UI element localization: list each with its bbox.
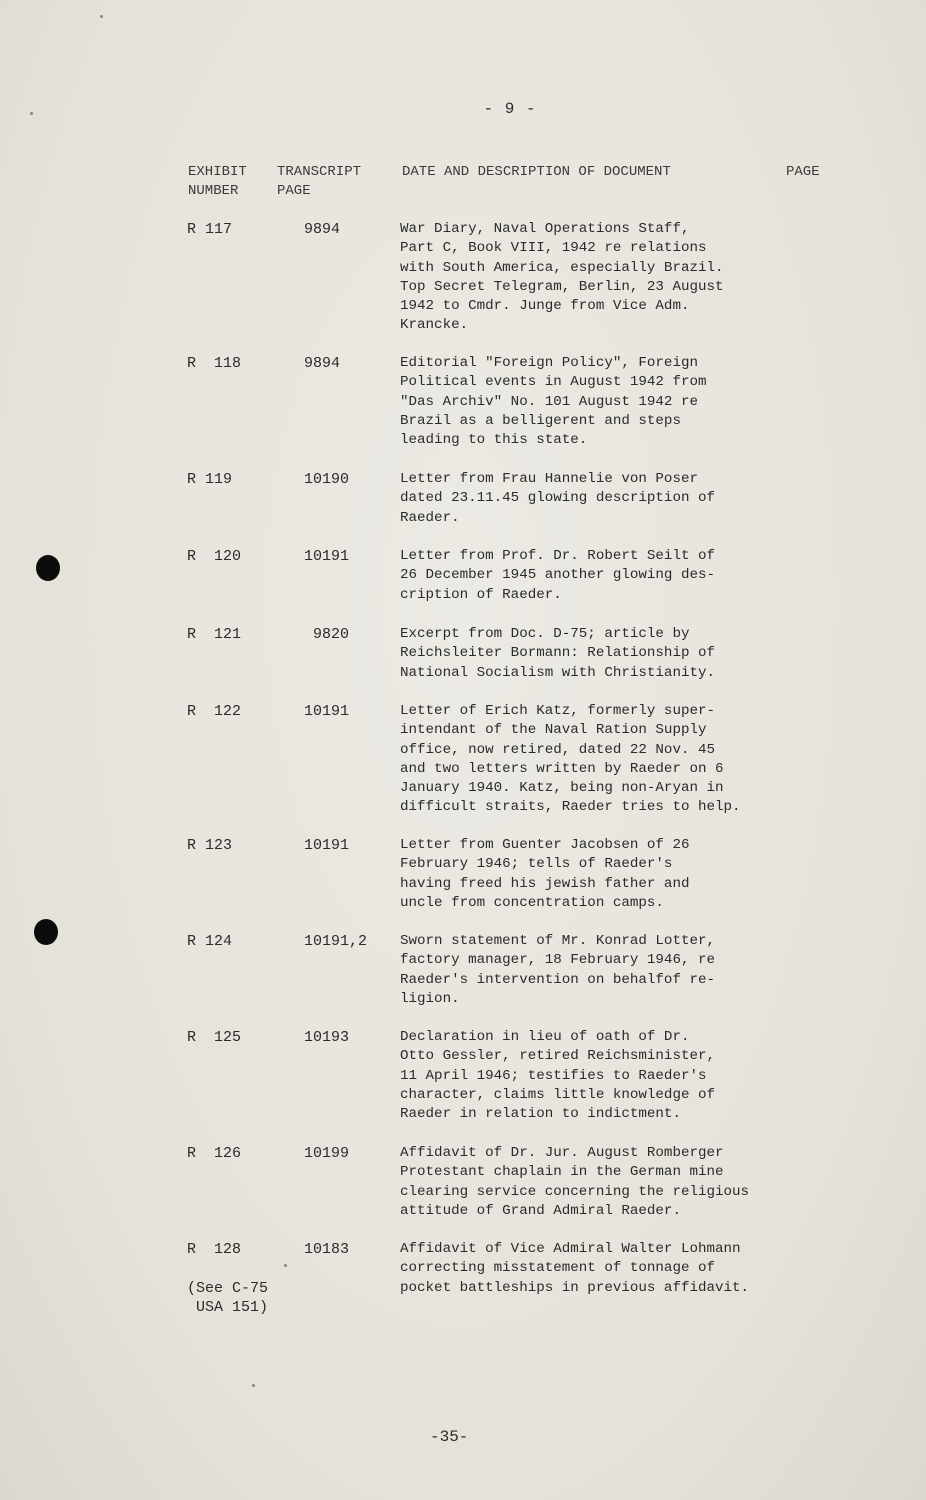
- exhibit-number: R 123: [187, 837, 233, 854]
- document-description: Excerpt from Doc. D-75; article by Reichsleiter Bormann: Relationship of National Socialism with Christianity.: [400, 626, 716, 681]
- page-number: - 9 -: [483, 100, 537, 118]
- document-description: Affidavit of Dr. Jur. August Romberger Protestant chaplain in the German mine clearing service concerning the religious attitude of Grand Admiral Raeder.: [400, 1145, 750, 1219]
- document-description: Affidavit of Vice Admiral Walter Lohmann correcting misstatement of tonnage of pocket battleships in previous affidavit.: [400, 1241, 750, 1296]
- header-description: DATE AND DESCRIPTION OF DOCUMENT: [402, 164, 671, 180]
- punch-hole: [34, 919, 58, 945]
- paper-speck: [100, 15, 103, 18]
- transcript-page: 10191: [304, 703, 350, 720]
- document-description: Sworn statement of Mr. Konrad Lotter, factory manager, 18 February 1946, re Raeder's intervention on behalfof re- ligion.: [400, 933, 716, 1007]
- header-transcript-line2: PAGE: [277, 183, 311, 199]
- paper-speck: [284, 1264, 287, 1267]
- document-description: Letter from Prof. Dr. Robert Seilt of 26 December 1945 another glowing des- cription of Raeder.: [400, 548, 716, 603]
- transcript-page: 10190: [304, 471, 350, 488]
- exhibit-number: R 125: [187, 1029, 242, 1046]
- exhibit-number: R 121: [187, 626, 242, 643]
- footer-page-number: -35-: [430, 1428, 469, 1446]
- exhibit-number: R 124: [187, 933, 233, 950]
- punch-hole: [36, 555, 60, 581]
- document-description: Letter from Frau Hannelie von Poser dated 23.11.45 glowing description of Raeder.: [400, 471, 716, 526]
- exhibit-number: R 122: [187, 703, 242, 720]
- header-exhibit-line1: EXHIBIT: [188, 164, 247, 180]
- transcript-page: 10193: [304, 1029, 350, 1046]
- transcript-page: 9894: [304, 355, 341, 372]
- transcript-page: 10199: [304, 1145, 350, 1162]
- exhibit-number: R 118: [187, 355, 242, 372]
- document-description: War Diary, Naval Operations Staff, Part C, Book VIII, 1942 re relations with South America, especially Brazil. Top Secret Telegram, Berlin, 23 August 1942 to Cmdr. Junge from Vice Adm. Krancke.: [400, 221, 724, 334]
- header-exhibit-line2: NUMBER: [188, 183, 239, 199]
- header-page: PAGE: [786, 164, 820, 180]
- exhibit-number: R 126: [187, 1145, 242, 1162]
- exhibit-number: R 117: [187, 221, 233, 238]
- exhibit-number: R 128 (See C-75 USA 151): [187, 1241, 269, 1316]
- transcript-page: 10191: [304, 548, 350, 565]
- transcript-page: 10191: [304, 837, 350, 854]
- exhibit-number: R 119: [187, 471, 233, 488]
- header-exhibit-number: [188, 163, 247, 201]
- document-description: Letter of Erich Katz, formerly super- intendant of the Naval Ration Supply office, now retired, dated 22 Nov. 45 and two letters written by Raeder on 6 January 1940. Katz, being non-Aryan in difficult straits, Raeder tries to help.: [400, 703, 741, 816]
- paper-speck: [30, 112, 33, 115]
- paper-speck: [252, 1384, 255, 1387]
- exhibit-number: R 120: [187, 548, 242, 565]
- header-transcript-line1: TRANSCRIPT: [277, 164, 362, 180]
- transcript-page: 9820: [304, 626, 350, 643]
- transcript-page: 10183: [304, 1241, 350, 1258]
- header-transcript-page: [277, 163, 361, 201]
- document-description: Editorial "Foreign Policy", Foreign Political events in August 1942 from "Das Archiv" No. 101 August 1942 re Brazil as a belligerent and steps leading to this state.: [400, 355, 707, 449]
- transcript-page: 10191,2: [304, 933, 368, 950]
- document-description: Declaration in lieu of oath of Dr. Otto Gessler, retired Reichsminister, 11 April 1946; testifies to Raeder's character, claims little knowledge of Raeder in relation to indictment.: [400, 1029, 716, 1123]
- document-description: Letter from Guenter Jacobsen of 26 February 1946; tells of Raeder's having freed his jewish father and uncle from concentration camps.: [400, 837, 690, 911]
- transcript-page: 9894: [304, 221, 341, 238]
